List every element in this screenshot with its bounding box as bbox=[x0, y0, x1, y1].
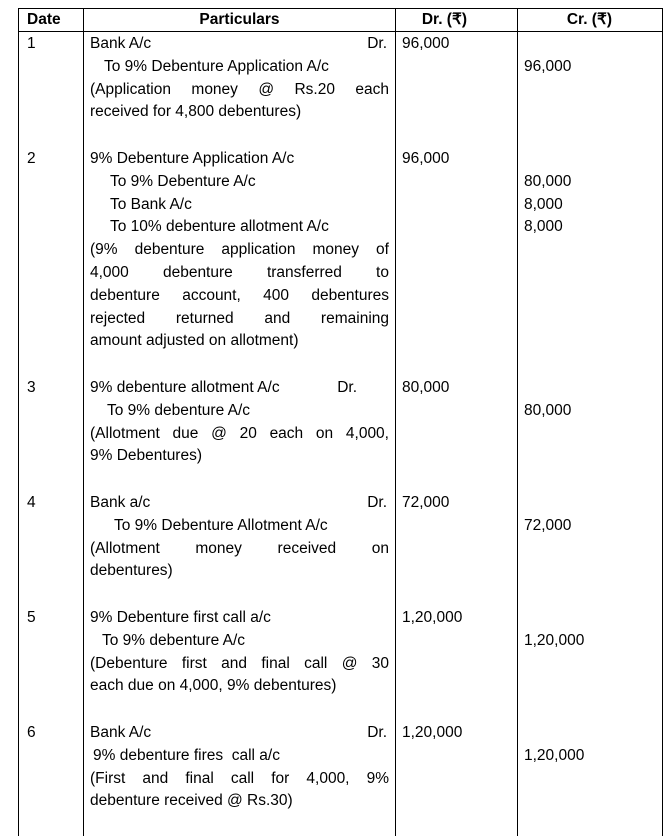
narration-line: rejected returned and remaining bbox=[90, 309, 389, 327]
narration-line: (Debenture first and final call @ 30 bbox=[90, 654, 389, 672]
narration-line: each due on 4,000, 9% debentures) bbox=[90, 677, 337, 695]
narration-line: received for 4,800 debentures) bbox=[90, 103, 302, 121]
credit-account: To 9% Debenture A/c bbox=[110, 172, 256, 190]
entry-particulars bbox=[84, 147, 396, 376]
entry-date: 2 bbox=[19, 147, 84, 376]
debit-account: 9% Debenture first call a/c bbox=[90, 608, 271, 626]
header-debit: Dr. (₹) bbox=[396, 9, 518, 32]
credit-account: To 9% Debenture Application A/c bbox=[104, 57, 329, 75]
narration-line: (Allotment money received on bbox=[90, 539, 389, 557]
table-row bbox=[19, 491, 663, 606]
entry-particulars bbox=[84, 606, 396, 721]
debit-account: 9% Debenture Application A/c bbox=[90, 149, 295, 167]
entry-credit: 80,000 8,000 8,000 bbox=[518, 147, 663, 376]
header-row bbox=[19, 9, 663, 32]
entry-particulars bbox=[84, 376, 396, 491]
narration-line: debenture account, 400 debentures bbox=[90, 286, 389, 304]
credit-account: 9% debenture fires call a/c bbox=[93, 746, 280, 764]
narration-line: debenture received @ Rs.30) bbox=[90, 792, 293, 810]
entry-credit: 96,000 bbox=[518, 32, 663, 147]
entry-date: 5 bbox=[19, 606, 84, 721]
entry-debit: 96,000 bbox=[396, 32, 518, 147]
credit-account: To 9% debenture A/c bbox=[107, 401, 251, 419]
table-row bbox=[19, 376, 663, 491]
entry-date: 6 bbox=[19, 721, 84, 836]
entry-particulars bbox=[84, 721, 396, 836]
journal-entries-table bbox=[18, 8, 663, 836]
entry-debit: 72,000 bbox=[396, 491, 518, 606]
narration-line: (First and final call for 4,000, 9% bbox=[90, 769, 389, 787]
entry-debit: 96,000 bbox=[396, 147, 518, 376]
entry-credit: 1,20,000 bbox=[518, 721, 663, 836]
header-credit: Cr. (₹) bbox=[518, 9, 663, 32]
entry-debit: 1,20,000 bbox=[396, 721, 518, 836]
narration-line: 9% Debentures) bbox=[90, 447, 203, 465]
entry-date: 3 bbox=[19, 376, 84, 491]
table-row bbox=[19, 721, 663, 836]
credit-account: To Bank A/c bbox=[110, 195, 192, 213]
dr-marker: Dr. bbox=[337, 378, 357, 396]
narration-line: debentures) bbox=[90, 562, 173, 580]
entry-date: 1 bbox=[19, 32, 84, 147]
entry-credit: 72,000 bbox=[518, 491, 663, 606]
entry-credit: 1,20,000 bbox=[518, 606, 663, 721]
entry-debit: 1,20,000 bbox=[396, 606, 518, 721]
debit-account: Bank a/c bbox=[90, 493, 151, 511]
entry-credit: 80,000 bbox=[518, 376, 663, 491]
table-row bbox=[19, 32, 663, 147]
header-date: Date bbox=[19, 9, 84, 32]
narration-line: (9% debenture application money of bbox=[90, 241, 389, 259]
header-particulars: Particulars bbox=[84, 9, 396, 32]
credit-account: To 9% Debenture Allotment A/c bbox=[114, 516, 328, 534]
dr-marker: Dr. bbox=[367, 35, 387, 52]
dr-marker: Dr. bbox=[367, 723, 387, 741]
debit-account: 9% debenture allotment A/c bbox=[90, 378, 280, 396]
credit-account: To 10% debenture allotment A/c bbox=[110, 218, 329, 236]
entry-particulars bbox=[84, 491, 396, 606]
credit-account: To 9% debenture A/c bbox=[102, 631, 246, 649]
narration-line: (Application money @ Rs.20 each bbox=[90, 80, 389, 98]
entry-particulars bbox=[84, 32, 396, 147]
narration-line: amount adjusted on allotment) bbox=[90, 332, 299, 350]
entry-debit: 80,000 bbox=[396, 376, 518, 491]
narration-line: (Allotment due @ 20 each on 4,000, bbox=[90, 424, 389, 442]
narration-line: 4,000 debenture transferred to bbox=[90, 263, 389, 281]
debit-account: Bank A/c bbox=[90, 723, 152, 741]
table-row bbox=[19, 147, 663, 376]
dr-marker: Dr. bbox=[367, 493, 387, 511]
debit-account: Bank A/c bbox=[90, 35, 152, 52]
table-row bbox=[19, 606, 663, 721]
entry-date: 4 bbox=[19, 491, 84, 606]
